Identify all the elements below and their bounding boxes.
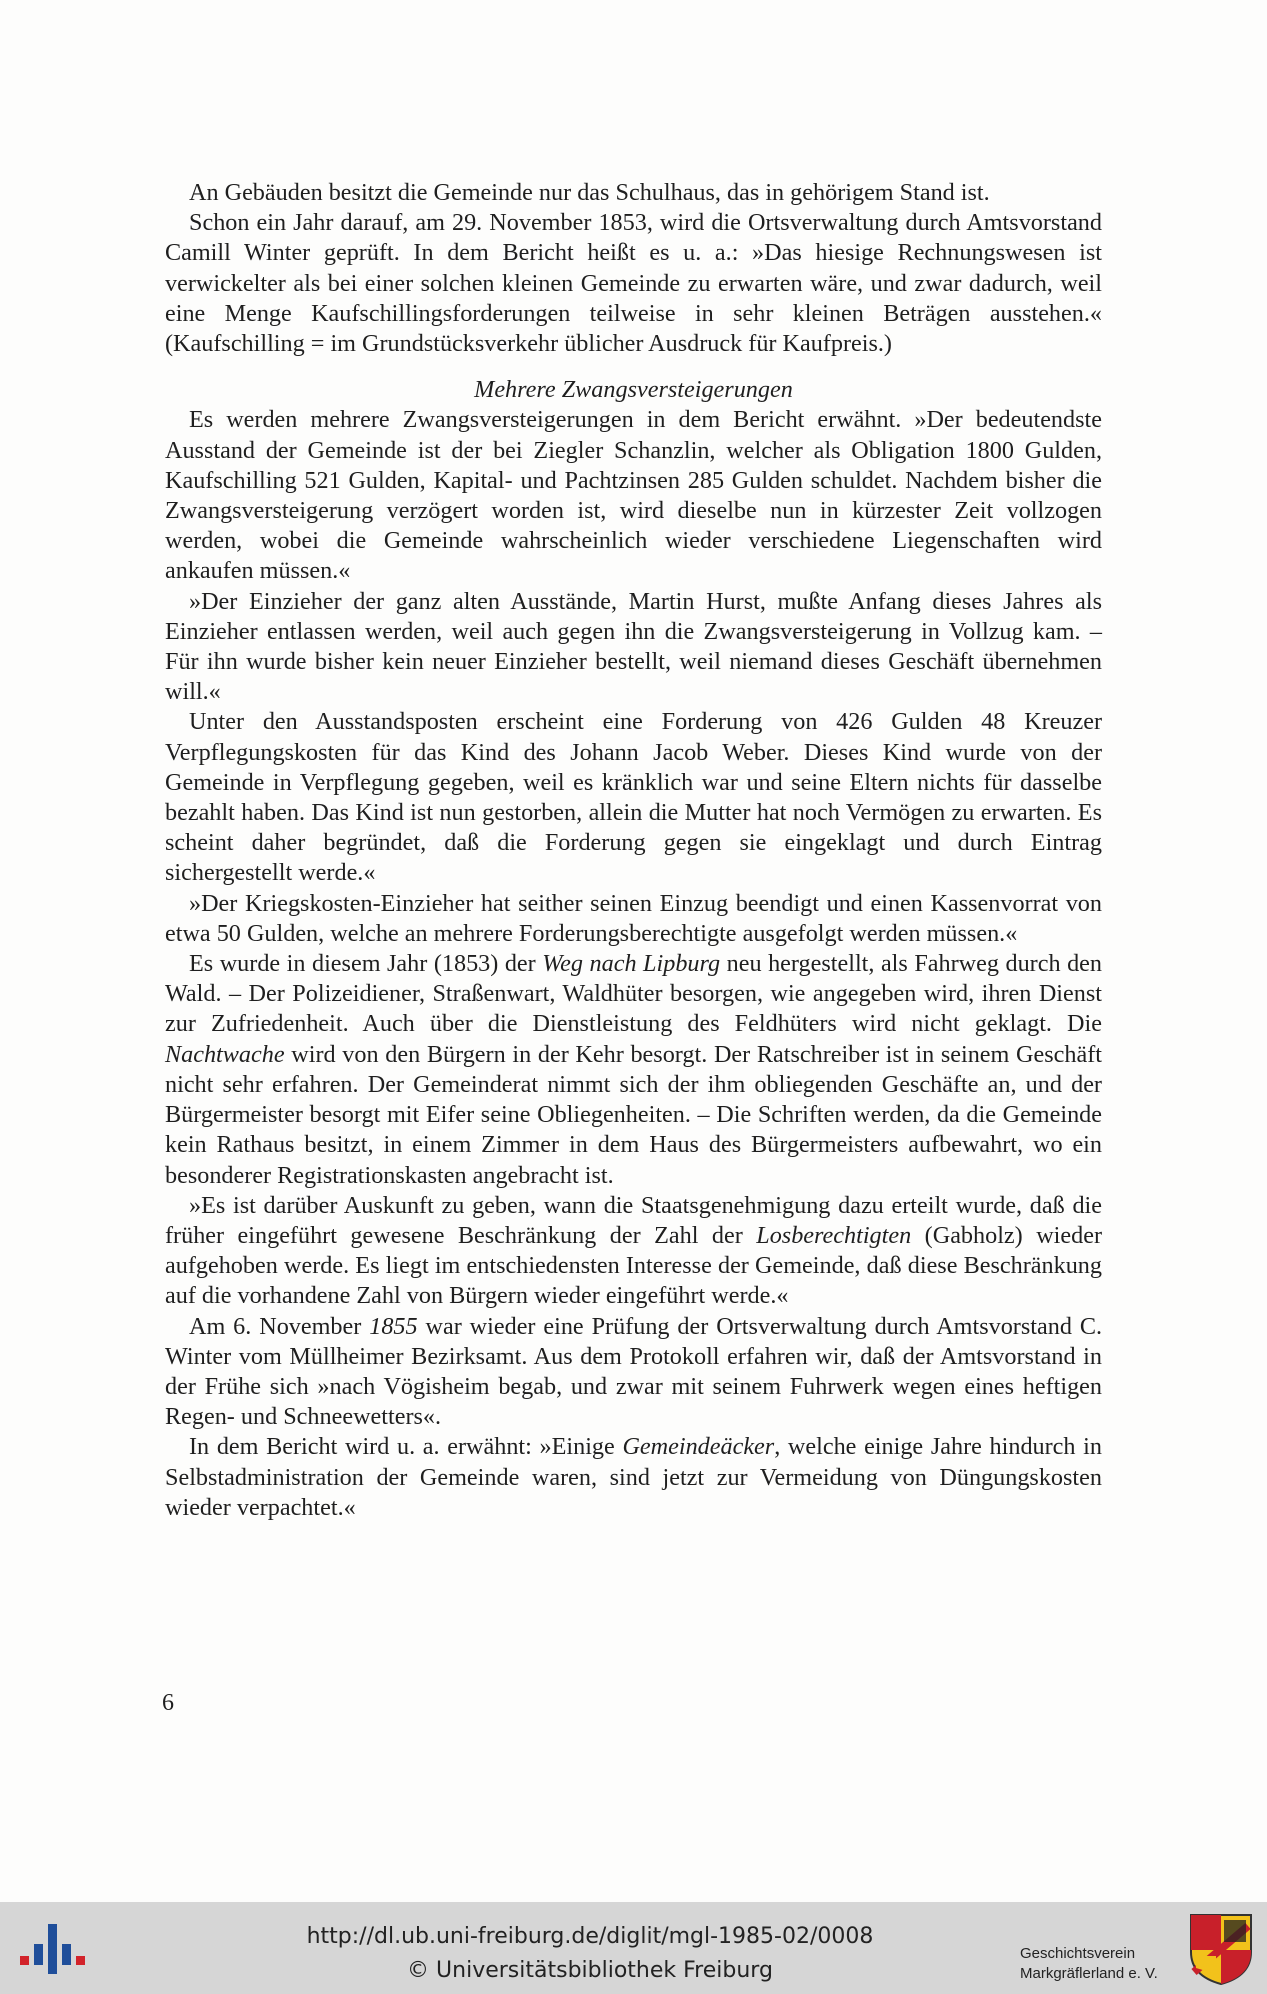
- paragraph: Es werden mehrere Zwangsversteigerungen in dem Bericht erwähnt. »Der bedeutendste Ausstand der Gemeinde ist der bei Ziegler Schanzlin, welcher als Obligation 1800 Gulden, Kaufschilling 521 Gulden, Kapital- und Pachtzinsen 285 Gulden schuldet. Nachdem bisher die Zwangsversteigerung verzögert worden ist, wird dieselbe nun in kürzester Zeit vollzogen werden, wobei die Gemeinde wahrscheinlich wieder verschiedene Liegenschaften wird ankaufen müssen.«: [165, 406, 1102, 585]
- text-run: , welche einige Jahre hindurch in Selbstadministration der Gemeinde waren, sind jetzt zur Vermeidung von Düngungskosten wieder verpachtet.«: [165, 1433, 1102, 1521]
- text-run: (Gabholz) wieder aufgehoben werde. Es liegt im entschiedensten Interesse der Gemeinde, daß diese Beschränkung auf die vorhandene Zahl von Bürgern wieder eingeführt werde.«: [165, 1221, 1102, 1310]
- italic-term: Weg nach Lipburg: [542, 950, 721, 978]
- source-url-link[interactable]: http://dl.ub.uni-freiburg.de/diglit/mgl-1985-02/0008: [306, 1924, 874, 1949]
- text-run: Es wurde in diesem Jahr (1853) der: [189, 950, 543, 978]
- paragraph: Schon ein Jahr darauf, am 29. November 1853, wird die Ortsverwaltung durch Amtsvorstand Camill Winter geprüft. In dem Bericht heißt es u. a.: »Das hiesige Rechnungswesen ist verwickelter als bei einer solchen kleinen Gemeinde zu erwarten wäre, und zwar dadurch, weil eine Menge Kaufschillingsforderungen teilweise in sehr kleinen Beträgen ausstehen.« (Kaufschilling = im Grundstücksverkehr üblicher Ausdruck für Kaufpreis.): [165, 209, 1102, 358]
- paragraph: »Der Einzieher der ganz alten Ausstände, Martin Hurst, mußte Anfang dieses Jahres als Einzieher entlassen werden, weil auch gegen ihn die Zwangsversteigerung in Vollzug kam. – Für ihn wurde bisher kein neuer Einzieher bestellt, weil niemand dieses Geschäft übernehmen will.«: [165, 587, 1102, 706]
- footer-bar: [0, 1902, 1267, 1994]
- society-line: Markgräflerland e. V.: [1020, 1965, 1158, 1982]
- society-name: [1020, 1944, 1158, 1984]
- page-number: 6: [162, 1690, 174, 1716]
- text-run: In dem Bericht wird u. a. erwähnt: »Einige: [189, 1433, 623, 1461]
- paragraph: An Gebäuden besitzt die Gemeinde nur das Schulhaus, das in gehörigem Stand ist.: [189, 179, 990, 206]
- text-run: »Es ist darüber Auskunft zu geben, wann die Staatsgenehmigung dazu erteilt wurde, daß die früher eingeführt gewesene Beschränkung der Zahl der: [165, 1191, 1102, 1249]
- text-run: neu hergestellt, als Fahrweg durch den Wald. – Der Polizeidiener, Straßenwart, Waldhüter besorgen, wie angegeben wird, ihren Dienst zur Zufriedenheit. Auch über die Dienstleistung des Feldhüters wird nicht geklagt. Die: [165, 950, 1102, 1038]
- university-library-logo-icon: [18, 1914, 88, 1980]
- body-text: [165, 178, 1102, 1523]
- paragraph: Unter den Ausstandsposten erscheint eine Forderung von 426 Gulden 48 Kreuzer Verpflegungskosten für das Kind des Johann Jacob Weber. Dieses Kind wurde von der Gemeinde in Verpflegung gegeben, weil es kränklich war und seine Eltern nichts für dasselbe bezahlt haben. Das Kind ist nun gestorben, allein die Mutter hat noch Vermögen zu erwarten. Es scheint daher begründet, daß die Forderung gegen sie eingeklagt und durch Eintrag sichergestellt werde.«: [165, 708, 1102, 887]
- section-heading: Mehrere Zwangsversteigerungen: [474, 376, 793, 404]
- text-run: wird von den Bürgern in der Kehr besorgt. Der Ratschreiber ist in seinem Geschäft nicht sehr erfahren. Der Gemeinderat nimmt sich der ihm obliegenden Geschäfte an, und der Bürgermeister besorgt mit Eifer seine Obliegenheiten. – Die Schriften werden, da die Gemeinde kein Rathaus besitzt, in einem Zimmer in dem Haus des Bürgermeisters aufbewahrt, wo ein besonderer Registrationskasten angebracht ist.: [165, 1040, 1102, 1189]
- italic-term: Nachtwache: [165, 1040, 285, 1068]
- text-run: war wieder eine Prüfung der Ortsverwaltung durch Amtsvorstand C. Winter vom Müllheimer Bezirksamt. Aus dem Protokoll erfahren wir, daß der Amtsvorstand in der Frühe sich »nach Vögisheim begab, und zwar mit seinem Fuhrwerk wegen eines heftigen Regen- und Schneewetters«.: [165, 1312, 1103, 1431]
- copyright-text: © Universitätsbibliothek Freiburg: [407, 1958, 773, 1983]
- italic-term: 1855: [369, 1312, 418, 1340]
- paragraph: [165, 1312, 1102, 1433]
- italic-term: Losberechtigten: [756, 1221, 912, 1249]
- paragraph: »Der Kriegskosten-Einzieher hat seither seinen Einzug beendigt und einen Kassenvorrat von etwa 50 Gulden, welche an mehrere Forderungsberechtigte ausgefolgt werden müssen.«: [165, 889, 1102, 947]
- paragraph: [165, 1432, 1102, 1523]
- society-line: Geschichtsverein: [1020, 1945, 1136, 1962]
- paragraph: [165, 1191, 1102, 1312]
- coat-of-arms-icon: [1188, 1912, 1254, 1986]
- paragraph: [165, 949, 1102, 1191]
- text-run: Am 6. November: [189, 1312, 370, 1340]
- italic-term: Gemeindeäcker: [622, 1433, 775, 1461]
